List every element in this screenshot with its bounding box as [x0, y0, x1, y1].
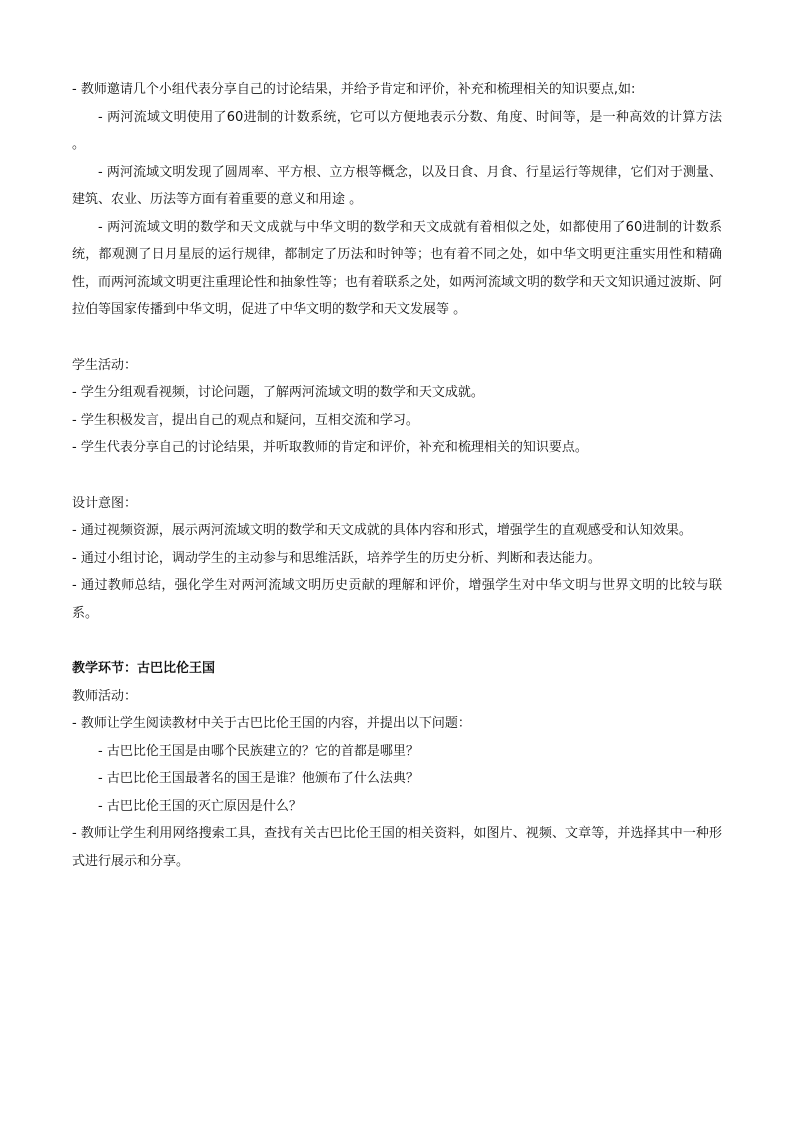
question-item: - 古巴比伦王国是由哪个民族建立的？它的首都是哪里？: [98, 743, 419, 759]
question-item: - 古巴比伦王国的灭亡原因是什么？: [98, 798, 302, 814]
knowledge-point: - 两河流域文明使用了60进制的计数系统，它可以方便地表示分数、角度、时间等，是一种高效的计算方法 。: [72, 109, 722, 152]
design-intent-item: - 通过视频资源，展示两河流域文明的数学和天文成就的具体内容和形式，增强学生的直观感受和认知效果。: [72, 523, 692, 538]
section-gap: [72, 324, 722, 352]
student-activity-item: - 学生代表分享自己的讨论结果，并听取教师的肯定和评价，补充和梳理相关的知识要点。: [72, 440, 588, 455]
section-gap: [72, 627, 722, 655]
knowledge-point: - 两河流域文明的数学和天文成就与中华文明的数学和天文成就有着相似之处，如都使用了60进制的计数系统，都观测了日月星辰的运行规律，都制定了历法和时钟等；也有着不同之处，如中华文明更注重实用性和精确性，而两河流域文明更注重理论性和抽象性等；也有着联系之处，如两河流域文明的数学和天文知识通过波斯、阿拉伯等国家传播到中华文明，促进了中华文明的数学和天文发展等 。: [72, 219, 723, 317]
student-activity-item: - 学生分组观看视频，讨论问题，了解两河流域文明的数学和天文成就。: [72, 385, 484, 400]
section-gap: [72, 462, 722, 490]
question-item: - 古巴比伦王国最著名的国王是谁？他颁布了什么法典？: [98, 771, 419, 786]
knowledge-point: - 两河流域文明发现了圆周率、平方根、立方根等概念，以及日食、月食、行星运行等规律，它们对于测量、建筑、农业、历法等方面有着重要的意义和用途 。: [72, 164, 722, 207]
design-intent-title: 设计意图：: [72, 495, 138, 511]
design-intent-item: - 通过教师总结，强化学生对两河流域文明历史贡献的理解和评价，增强学生对中华文明与世界文明的比较与联系。: [72, 578, 722, 621]
section-heading: 教学环节：古巴比伦王国: [72, 661, 216, 676]
teacher-task: - 教师让学生阅读教材中关于古巴比伦王国的内容，并提出以下问题：: [72, 716, 471, 731]
teacher-activity-title: 教师活动：: [72, 688, 138, 704]
design-intent-item: - 通过小组讨论，调动学生的主动参与和思维活跃，培养学生的历史分析、判断和表达能力。: [72, 550, 601, 566]
teacher-summary-intro: - 教师邀请几个小组代表分享自己的讨论结果，并给予肯定和评价，补充和梳理相关的知识要点,如:: [72, 82, 636, 97]
document-page: [72, 76, 722, 875]
student-activity-item: - 学生积极发言，提出自己的观点和疑问，互相交流和学习。: [72, 412, 419, 428]
teacher-research-task: - 教师让学生利用网络搜索工具，查找有关古巴比伦王国的相关资料，如图片、视频、文章等，并选择其中一种形式进行展示和分享。: [72, 826, 722, 869]
student-activity-title: 学生活动：: [72, 357, 138, 373]
